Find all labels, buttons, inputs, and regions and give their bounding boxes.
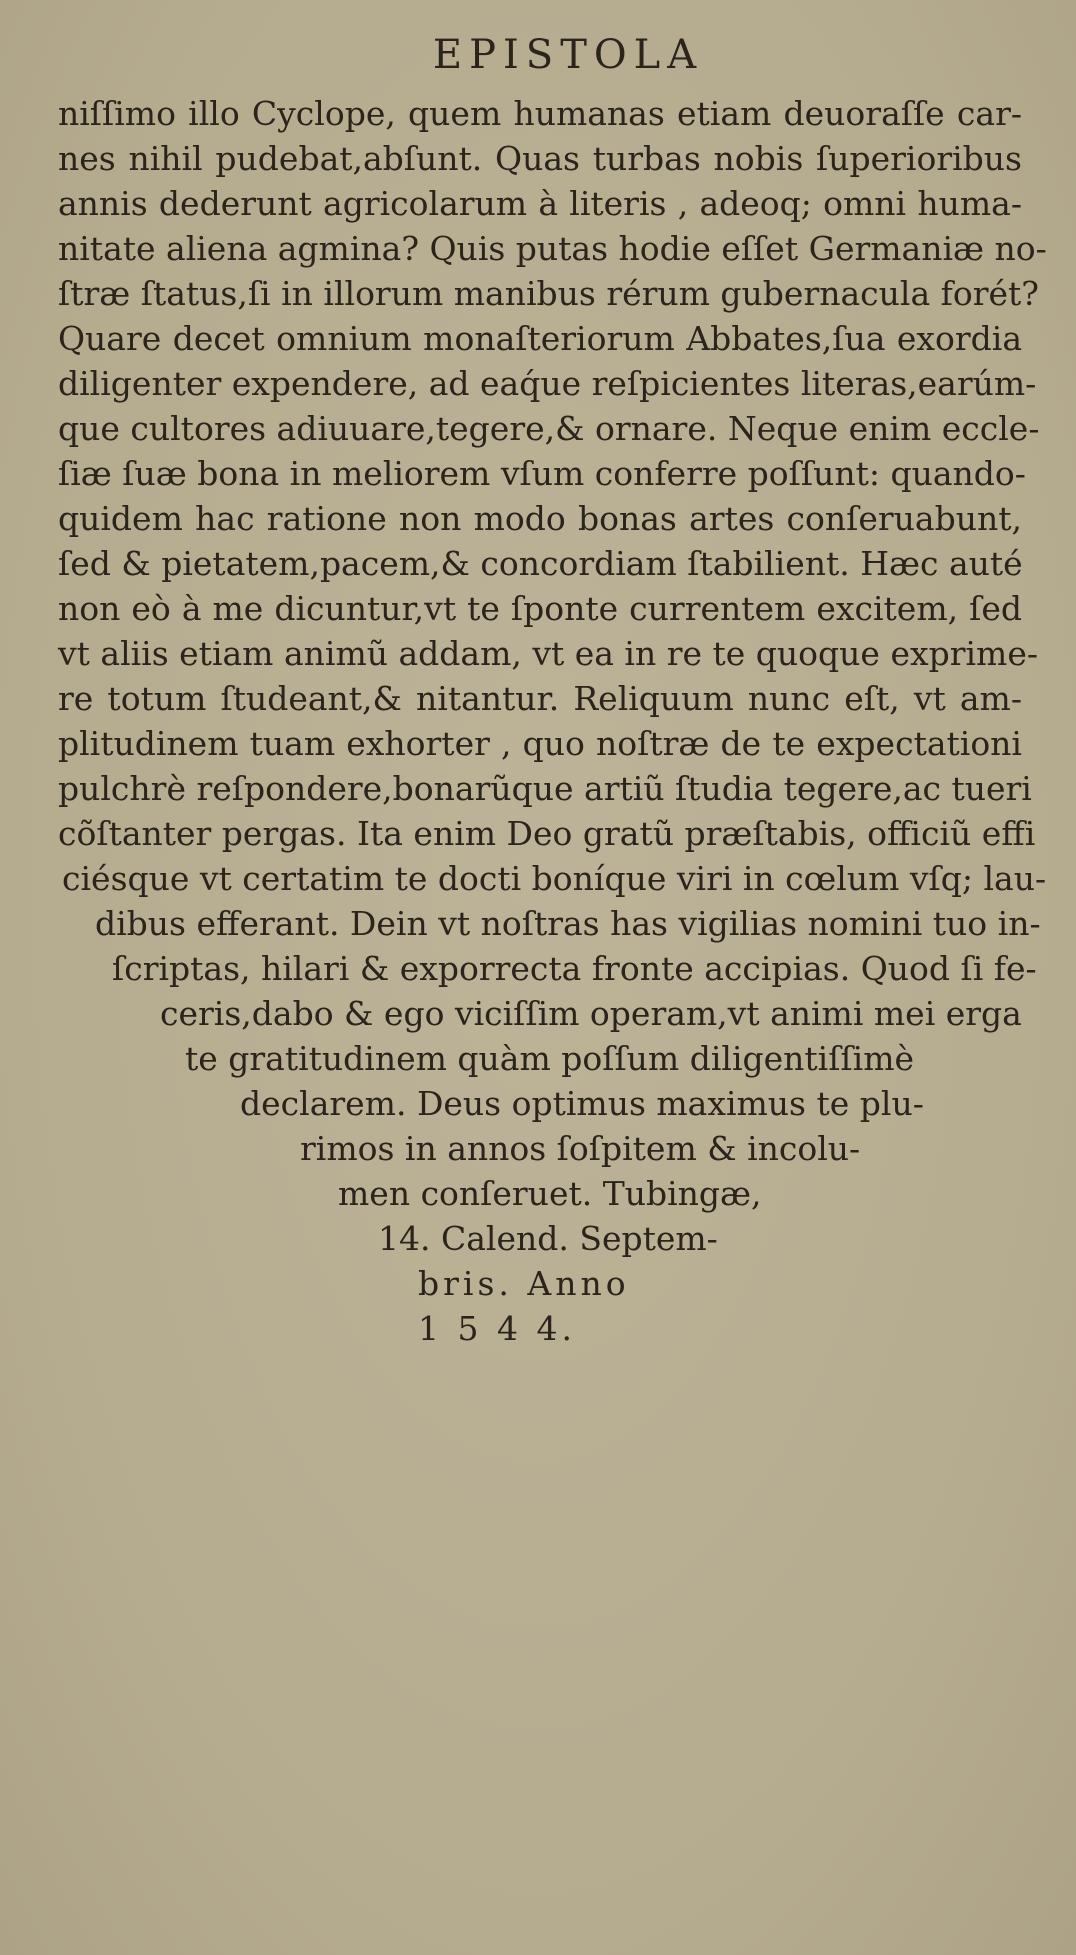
text-line: declarem. Deus optimus maximus te plu- — [240, 1084, 924, 1123]
text-line: pulchrè reſpondere,bonarũque artiũ ſtudia tegere,ac tueri — [58, 769, 1032, 808]
text-line: ſiæ ſuæ bona in meliorem vſum conferre poſſunt: quando- — [58, 454, 1026, 493]
text-line: ceris,dabo & ego viciſſim operam,vt animi mei erga — [160, 994, 1022, 1033]
text-line: ſed & pietatem,pacem,& concordiam ſtabilient. Hæc auté — [58, 544, 1023, 583]
text-line: re totum ſtudeant,& nitantur. Reliquum nunc eſt, vt am- — [58, 679, 1022, 718]
text-line: ſtræ ſtatus,ſi in illorum manibus rérum gubernacula forét? — [58, 274, 1039, 313]
text-line: nitate aliena agmina? Quis putas hodie eſſet Germaniæ no- — [58, 229, 1047, 268]
text-line: annis dederunt agricolarum à literis , adeoq; omni huma- — [58, 184, 1022, 223]
text-line: quidem hac ratione non modo bonas artes conſeruabunt, — [58, 499, 1022, 538]
running-title: EPISTOLA — [432, 32, 704, 78]
text-line: Quare decet omnium monaſteriorum Abbates,ſua exordia — [58, 319, 1022, 358]
text-line: rimos in annos ſoſpitem & incolu- — [300, 1129, 861, 1168]
text-line: men conſeruet. Tubingæ, — [338, 1174, 762, 1213]
text-line: diligenter expendere, ad eaq́ue reſpicientes literas,earúm- — [58, 364, 1037, 403]
text-line: vt aliis etiam animũ addam, vt ea in re te quoque exprime- — [58, 634, 1039, 673]
text-line: dibus efferant. Dein vt noſtras has vigilias nomini tuo in- — [95, 904, 1041, 943]
text-line: niſſimo illo Cyclope, quem humanas etiam deuoraſſe car- — [58, 94, 1022, 133]
text-line: te gratitudinem quàm poſſum diligentiſſimè — [185, 1039, 915, 1078]
text-line: 14. Calend. Septem- — [378, 1219, 718, 1258]
text-line: ſcriptas, hilari & exporrecta fronte accipias. Quod ſi fe- — [112, 949, 1037, 988]
text-line: bris. Anno — [418, 1264, 630, 1303]
text-line: plitudinem tuam exhorter , quo noſtræ de te expectationi — [58, 724, 1022, 763]
text-line: non eò à me dicuntur,vt te ſponte currentem excitem, ſed — [58, 589, 1022, 628]
date-line: 1 5 4 4. — [418, 1309, 576, 1348]
text-line: que cultores adiuuare,tegere,& ornare. Neque enim eccle- — [58, 409, 1040, 448]
text-line: cõſtanter pergas. Ita enim Deo gratũ præſtabis, officiũ effi — [58, 814, 1036, 853]
text-line: nes nihil pudebat,abſunt. Quas turbas nobis ſuperioribus — [58, 139, 1022, 178]
text-line: ciésque vt certatim te docti boníque viri in cœlum vſq; lau- — [62, 859, 1047, 898]
